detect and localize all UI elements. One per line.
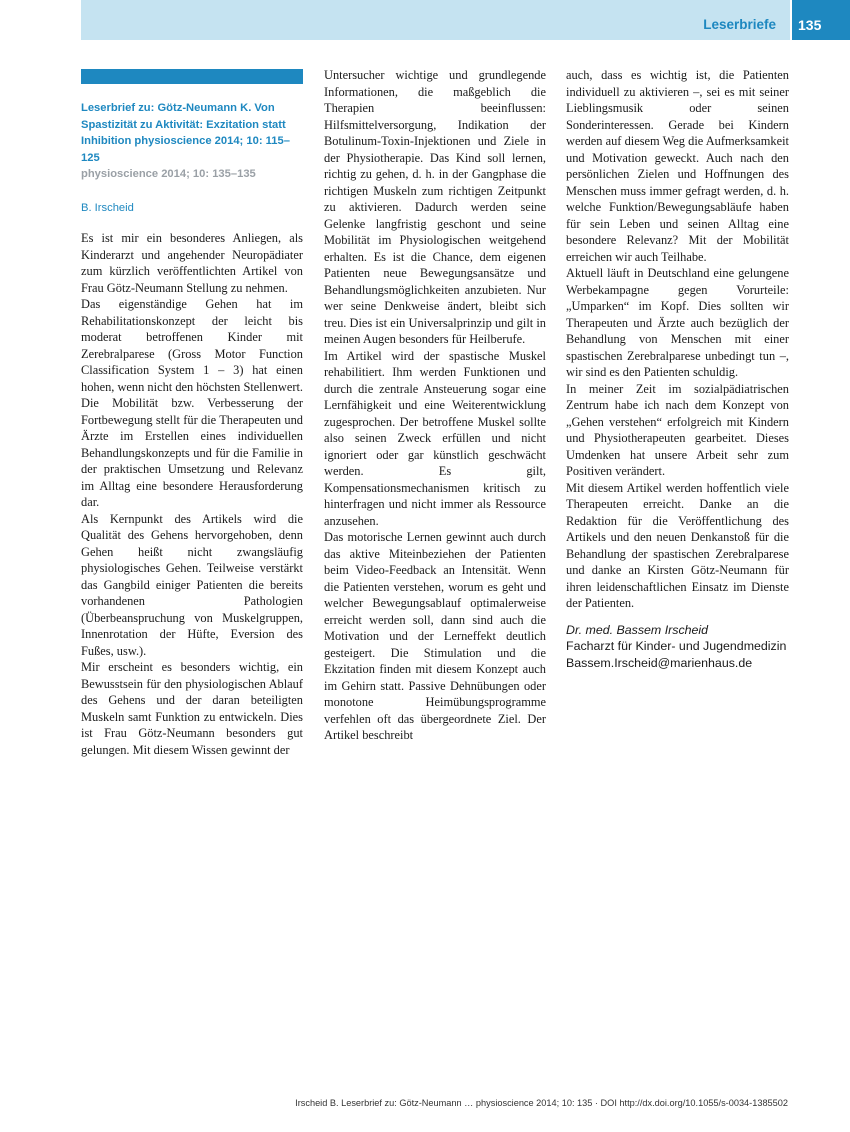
letter-title: Leserbrief zu: Götz-Neumann K. Von Spastizität zu Aktivität: Exzitation statt Inhibition physioscience 2014; 10: 115–125 xyxy=(81,102,290,164)
column-1 xyxy=(81,230,303,758)
paragraph: Im Artikel wird der spastische Muskel rehabilitiert. Ihm werden Funktionen und durch die zentrale Ansteuerung sogar eine Lernfähigkeit und eine Weiterentwicklung zugesprochen. Der betroffene Muskel sollte also seinen Zweck erfüllen und nicht ignoriert oder gar künstlich geschwächt werden. Es gilt, Kompensationsmechanismen kritisch zu hinterfragen und nicht immer als Ressource anzusehen. xyxy=(324,348,546,528)
header-band xyxy=(81,0,790,40)
paragraph: auch, dass es wichtig ist, die Patienten individuell zu aktivieren –, sei es mit seiner Lieblingsmusik oder seinen Sonderinteressen. Gerade bei Kindern werden auf diesem Weg die Aufmerksamkeit und Motivation geweckt. Auch nach den persönlichen Zielen und Hoffnungen des Menschen muss immer gefragt werden, d. h. welche Funktion/Bewegungsabläufe haben für sein Leben und seinen Alltag eine besondere Relevanz? Mit der Mobilität erreichen wir auch Teilhabe. xyxy=(566,68,789,264)
paragraph: In meiner Zeit im sozialpädiatrischen Zentrum habe ich nach dem Konzept von „Gehen verstehen“ erfolgreich mit Kindern und Physiotherapeuten gearbeitet. Dieses Umdenken hat unsere Arbeit sehr zum Positiven verändert. xyxy=(566,381,789,478)
signature xyxy=(566,622,789,672)
footer-citation: Irscheid B. Leserbrief zu: Götz-Neumann … physioscience 2014; 10: 135 · DOI http://dx.doi.org/10.1055/s-0034-1385502 xyxy=(295,1098,788,1108)
paragraph: Es ist mir ein besonderes Anliegen, als Kinderarzt und angehender Neuropädiater zum kürzlich veröffentlichten Artikel von Frau Götz-Neumann Stellung zu nehmen. xyxy=(81,231,303,295)
paragraph: Untersucher wichtige und grundlegende Informationen, die maßgeblich die Therapien beeinflussen: Hilfsmittelversorgung, Indikation der Botulinum-Toxin-Injektionen und Ziele in der Physiotherapie. Das Kind soll lernen, richtig zu gehen, d. h. in der Gangphase die richtigen Muskeln zum richtigen Zeitpunkt zu aktivieren. Dadurch werden seine Gelenke langfristig geschont und seine Mobilität im Physiologischen weitgehend erhalten. Es ist die Chance, dem eigenen Patienten neue Bewegungsansätze und Behandlungsmöglichkeiten anzubieten. Nur wer seine Denkweise ändert, bleibt sich treu. Dies ist ein Universalprinzip und gilt in meinen Augen besonders für Heilberufe. xyxy=(324,68,546,346)
paragraph: Als Kernpunkt des Artikels wird die Qualität des Gehens hervorgehoben, denn Gehen heißt nicht zwangsläufig physiologisches Gehen. Teilweise verstärkt das Gangbild einiger Patienten die bereits vorhandenen Pathologien (Überbeanspruchung von Muskelgruppen, Innenrotation der Hüfte, Eversion des Fußes, usw.). xyxy=(81,511,303,658)
column-3 xyxy=(566,67,789,671)
letter-meta xyxy=(81,100,303,216)
page-number: 135 xyxy=(792,0,850,40)
letter-author: B. Irscheid xyxy=(81,201,134,214)
paragraph: Das eigenständige Gehen hat im Rehabilitationskonzept der leicht bis moderat betroffenen Kinder mit Zerebralparese (Gross Motor Function Classification System 1 – 3) hat einen hohen, wenn nicht den höchsten Stellenwert. Die Mobilität bzw. Verbesserung der Fortbewegung stellt für die Therapeuten und Ärzte im Erstellen eines individuellen Behandlungskonzepts und für die Familie in der praktischen Umsetzung und Relevanz im Alltag eine besondere Herausforderung dar. xyxy=(81,297,303,509)
signature-role: Facharzt für Kinder- und Jugendmedizin xyxy=(566,639,787,653)
paragraph: Mit diesem Artikel werden hoffentlich viele Therapeuten erreicht. Danke an die Redaktion für die Veröffentlichung des Artikels und den neuen Denkanstoß für die Behandlung der spastischen Zerebralparese und danke an Kirsten Götz-Neumann für ihren leidenschaftlichen Einsatz im Dienste der Patienten. xyxy=(566,480,789,610)
section-label: Leserbriefe xyxy=(703,17,776,32)
paragraph: Aktuell läuft in Deutschland eine gelungene Werbekampagne gegen Vorurteile: „Umparken“ im Kopf. Dies sollten wir Therapeuten und Ärzte auch bezüglich der Behandlung von Menschen mit einer spastischen Zerebralparese unbedingt tun –, wir sind es den Patienten schuldig. xyxy=(566,266,789,379)
paragraph: Das motorische Lernen gewinnt auch durch das aktive Miteinbeziehen der Patienten beim Video-Feedback an Intensität. Wenn die Patienten verstehen, worum es geht und welcher Bewegungsablauf optimalerweise erreicht werden soll, dann sind auch die Motivation und der Lerneffekt deutlich gesteigert. Die Stimulation und die Ekzitation finden mit diesem Konzept auch im Gehirn statt. Passive Dehnübungen oder monotone Heimübungsprogramme verfehlen oft das übergeordnete Ziel. Der Artikel beschreibt xyxy=(324,530,546,742)
signature-name: Dr. med. Bassem Irscheid xyxy=(566,622,709,637)
signature-email: Bassem.Irscheid@marienhaus.de xyxy=(566,655,753,670)
accent-bar xyxy=(81,69,303,84)
letter-citation: physioscience 2014; 10: 135–135 xyxy=(81,168,256,180)
column-2 xyxy=(324,67,546,744)
paragraph: Mir erscheint es besonders wichtig, ein Bewusstsein für den physiologischen Ablauf des Gehens und der daran beteiligten Muskeln samt Funktion zu entwickeln. Dies ist Frau Götz-Neumann besonders gut gelungen. Mit diesem Wissen gewinnt der xyxy=(81,660,303,757)
